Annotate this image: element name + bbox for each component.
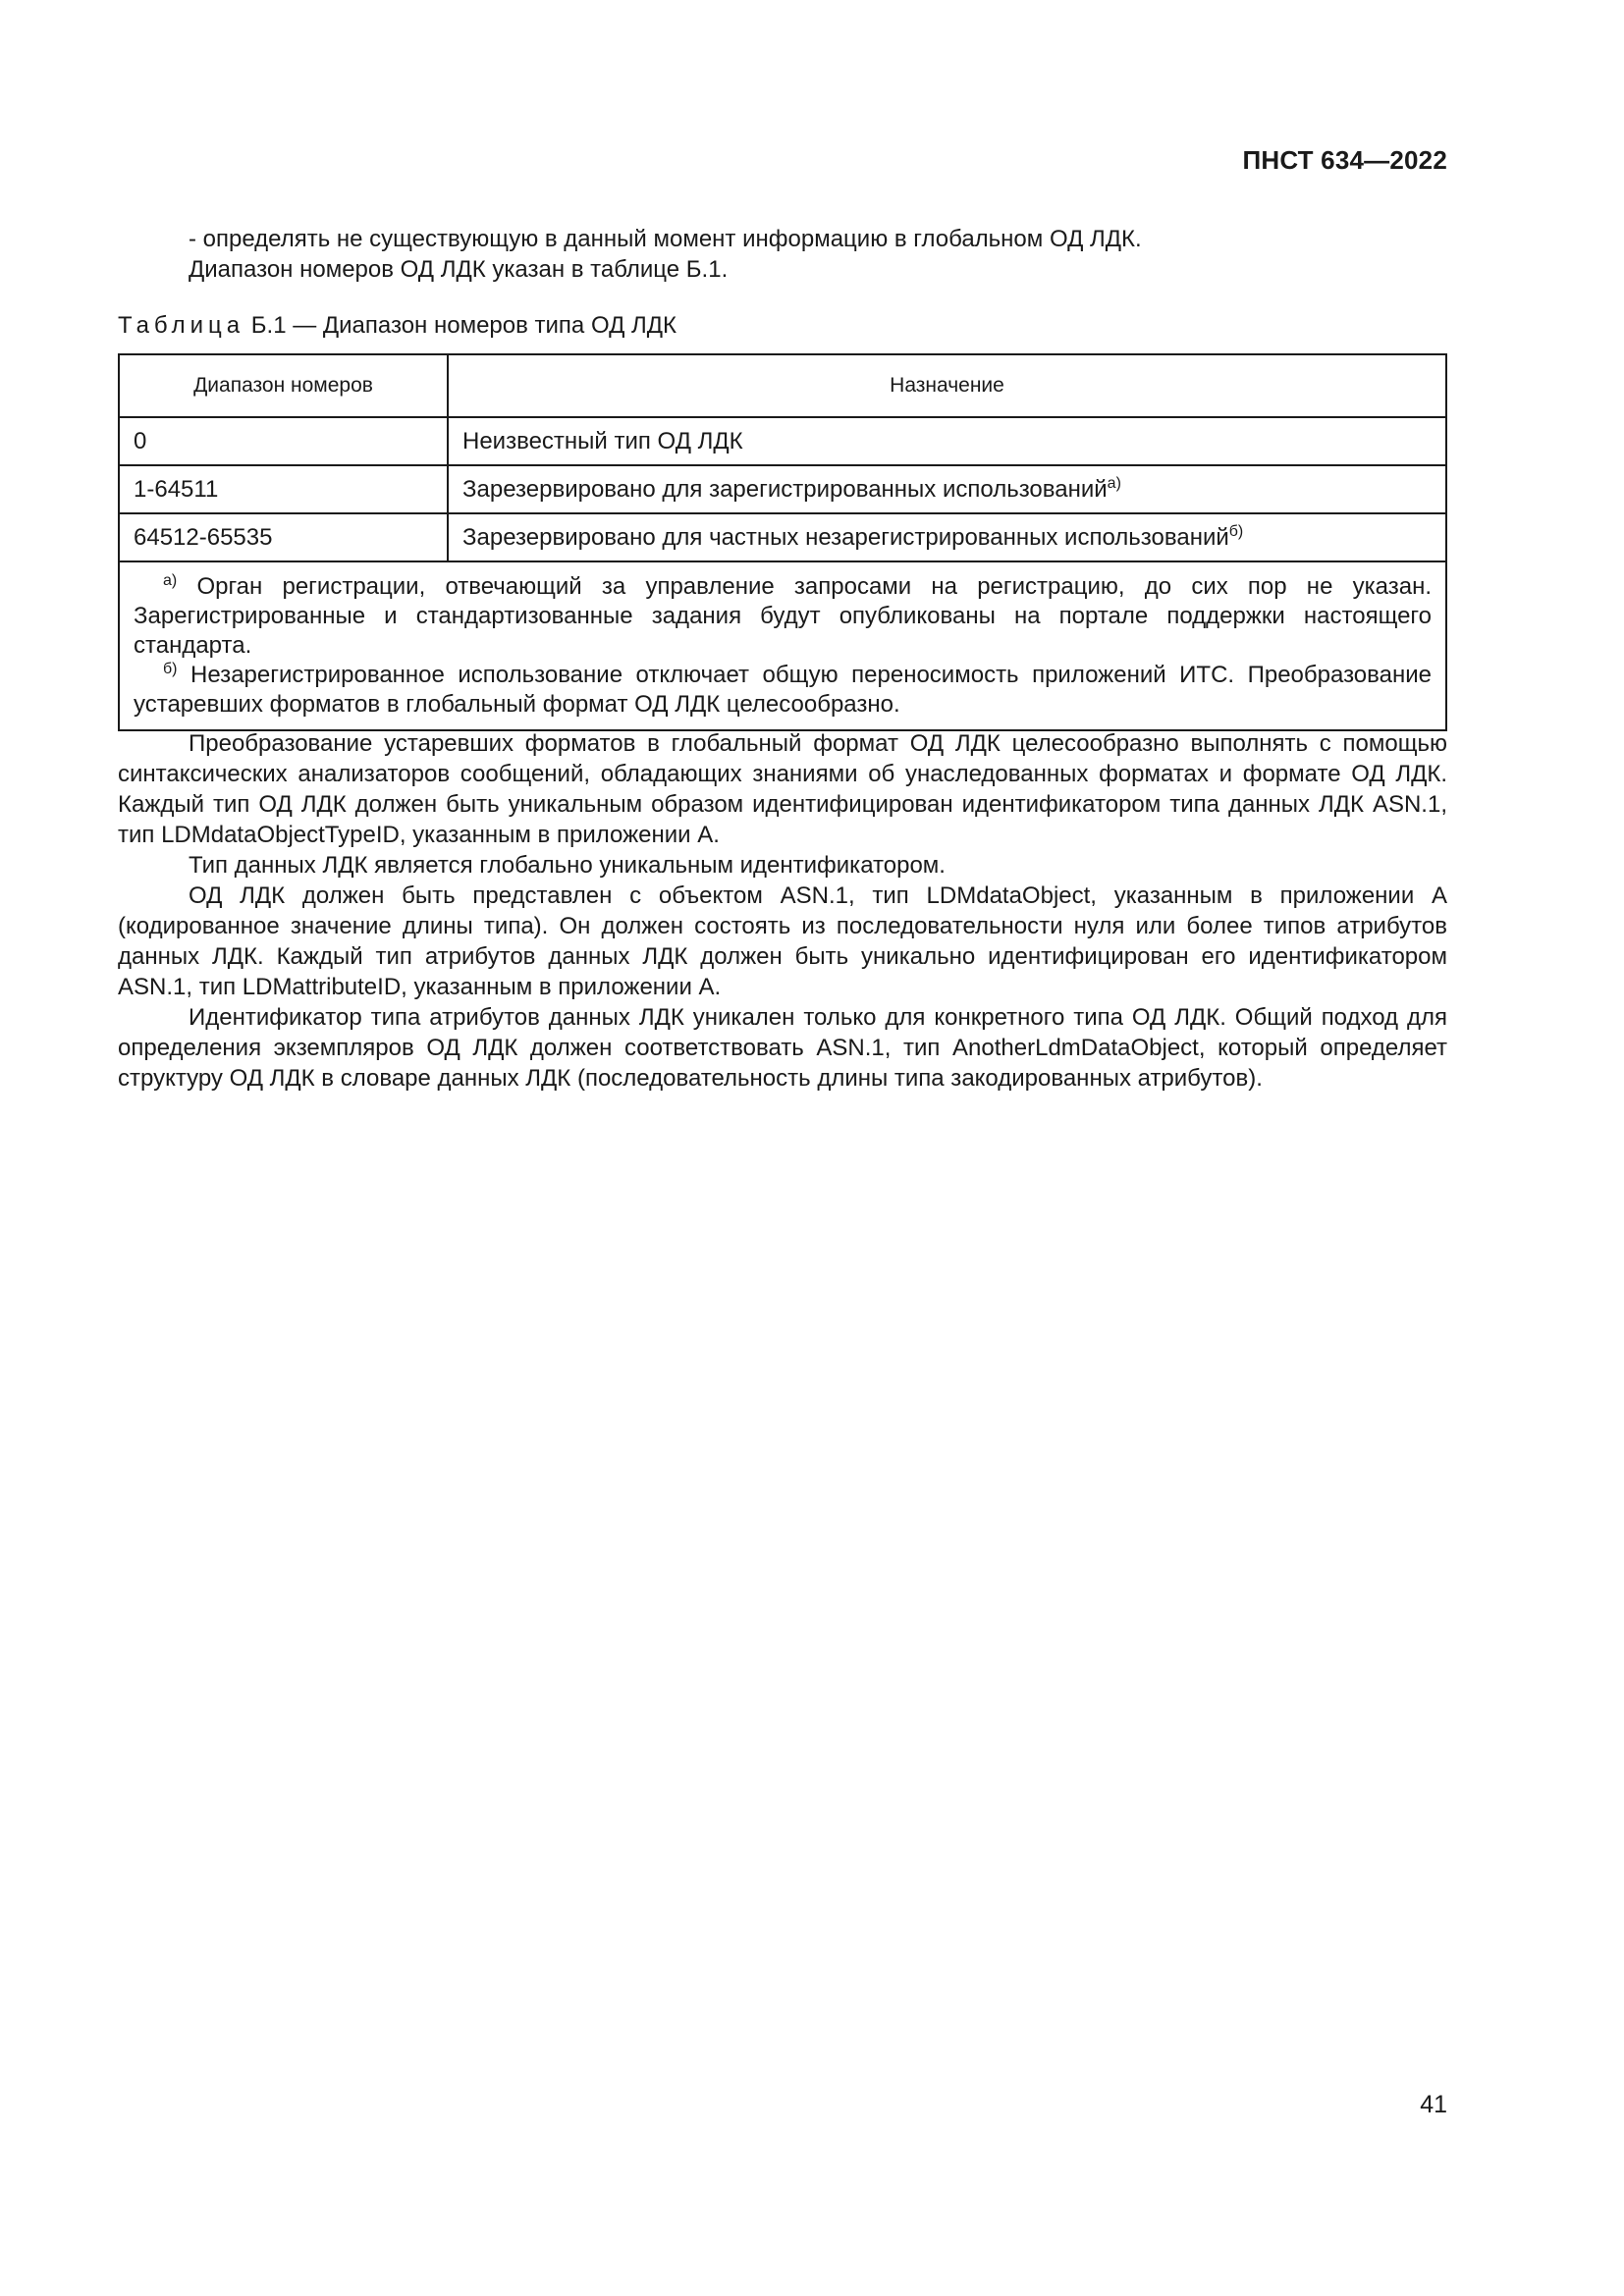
paragraph: Преобразование устаревших форматов в глобальный формат ОД ЛДК целесообразно выполнять с помощью синтаксических анализаторов сообщений, обладающих знаниями об унаследованных форматах и формате ОД ЛДК. Каждый тип ОД ЛДК должен быть уникальным образом идентифицирован идентификатором типа данных ЛДК ASN.1, тип LDMdataObjectTypeID, указанным в приложении А. (118, 730, 1447, 848)
note-text: Незарегистрированное использование отключает общую переносимость приложений ИТС. Преобразование устаревших форматов в глобальный формат ОД ЛДК целесообразно. (134, 662, 1432, 718)
header-range: Диапазон номеров (119, 354, 448, 417)
table-header-row (119, 354, 1446, 417)
table-row (119, 465, 1446, 513)
header-purpose: Назначение (448, 354, 1446, 417)
document-id: ПНСТ 634—2022 (1242, 145, 1447, 175)
table-caption-title: Б.1 — Диапазон номеров типа ОД ЛДК (250, 312, 677, 339)
paragraph: Тип данных ЛДК является глобально уникальным идентификатором. (189, 852, 946, 879)
footnote-mark: б) (1228, 522, 1244, 540)
paragraph: Идентификатор типа атрибутов данных ЛДК уникален только для конкретного типа ОД ЛДК. Общий подход для определения экземпляров ОД ЛДК должен соответствовать ASN.1, тип AnotherLdmDataObject, который определяет структуру ОД ЛДК в словаре данных ЛДК (последовательность длины типа закодированных атрибутов). (118, 1004, 1447, 1092)
purpose-text: Зарезервировано для зарегистрированных использований (462, 475, 1108, 503)
table-notes (119, 561, 1446, 730)
intro-line: Диапазон номеров ОД ЛДК указан в таблице Б.1. (189, 256, 729, 283)
purpose-text: Неизвестный тип ОД ЛДК (462, 427, 743, 454)
footnote-mark: а) (163, 572, 178, 589)
number-range-table (118, 353, 1447, 731)
note-text: Орган регистрации, отвечающий за управление запросами на регистрацию, до сих пор не указан. Зарегистрированные и стандартизованные задания будут опубликованы на портале поддержки настоящего стандарта. (134, 573, 1432, 659)
cell-purpose (448, 417, 1446, 465)
cell-range: 64512-65535 (119, 513, 448, 561)
cell-purpose (448, 513, 1446, 561)
purpose-text: Зарезервировано для частных незарегистрированных использований (462, 523, 1229, 551)
table-notes-row (119, 561, 1446, 730)
table-caption (118, 310, 677, 341)
cell-purpose (448, 465, 1446, 513)
paragraph: ОД ЛДК должен быть представлен с объектом ASN.1, тип LDMdataObject, указанным в приложении А (кодированное значение длины типа). Он должен состоять из последовательности нуля или более типов атрибутов данных ЛДК. Каждый тип атрибутов данных ЛДК должен быть уникально идентифицирован его идентификатором ASN.1, тип LDMattributeID, указанным в приложении А. (118, 882, 1447, 1000)
footnote-mark: а) (1107, 474, 1121, 492)
page-number: 41 (1420, 2091, 1447, 2118)
table-row (119, 513, 1446, 561)
intro-text (189, 224, 1445, 285)
table-caption-word: Таблица (118, 312, 245, 339)
footnote-mark: б) (163, 661, 178, 677)
table-note (134, 572, 1432, 661)
cell-range: 1-64511 (119, 465, 448, 513)
cell-range: 0 (119, 417, 448, 465)
table-row (119, 417, 1446, 465)
intro-line: - определять не существующую в данный момент информацию в глобальном ОД ЛДК. (189, 226, 1142, 252)
body-text (118, 728, 1447, 1094)
table-note (134, 661, 1432, 720)
